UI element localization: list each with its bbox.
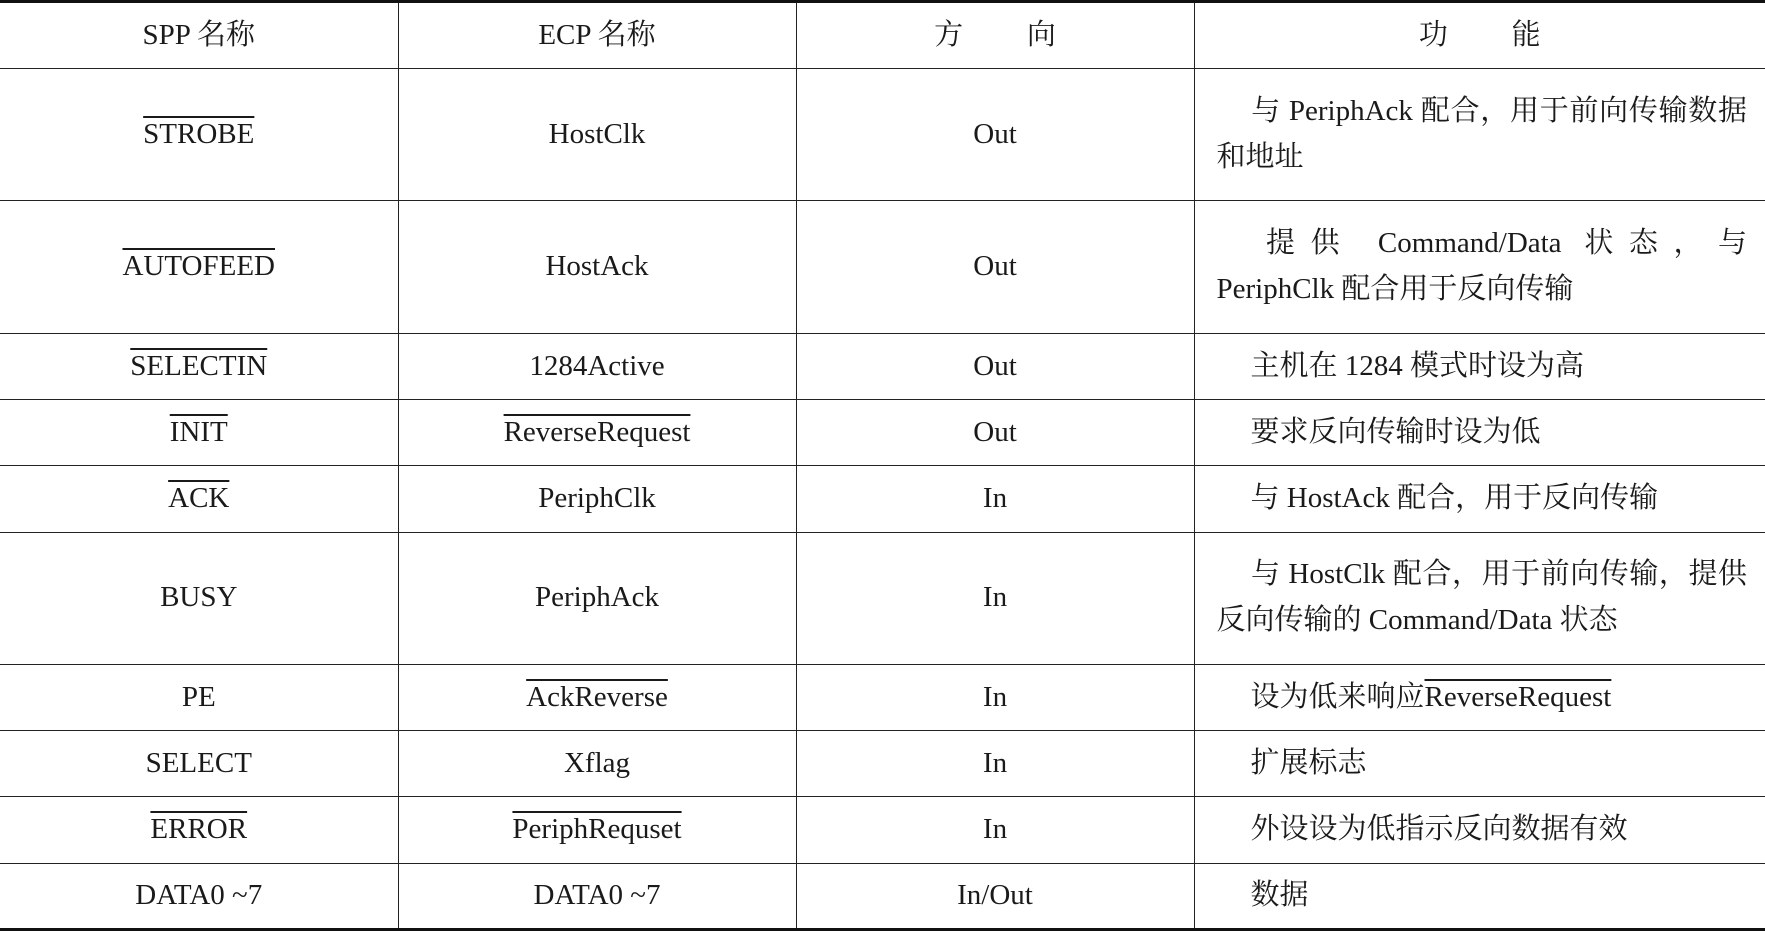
function-text: 提供 Command/Data 状态，与 PeriphClk 配合用于反向传输 — [1216, 227, 1747, 306]
ecp-name-cell-text: ReverseRequest — [503, 415, 691, 448]
table-row — [0, 400, 1765, 466]
ecp-name-cell-text: Xflag — [563, 746, 631, 779]
table-row — [0, 797, 1765, 863]
direction-cell — [796, 863, 1194, 929]
spp-name-cell-text: ERROR — [150, 813, 248, 846]
table-row — [0, 69, 1765, 201]
spp-name-cell — [0, 400, 398, 466]
direction-cell — [796, 532, 1194, 664]
direction-cell — [796, 731, 1194, 797]
direction-cell — [796, 400, 1194, 466]
spp-name-cell-text: AUTOFEED — [122, 250, 276, 283]
function-cell — [1194, 466, 1765, 532]
table-row — [0, 863, 1765, 929]
function-text: 要求反向传输时设为低 — [1250, 415, 1541, 448]
function-text: 与 HostClk 配合，用于前向传输，提供反向传输的 Command/Data 状态 — [1216, 558, 1747, 637]
spp-name-cell — [0, 665, 398, 731]
function-signal-text: ReverseRequest — [1424, 680, 1612, 713]
direction-cell-text: In — [982, 581, 1008, 614]
function-text: 与 HostAck 配合，用于反向传输 — [1250, 482, 1659, 515]
ecp-name-cell-text: HostClk — [548, 117, 646, 150]
ecp-name-cell — [398, 863, 796, 929]
ecp-name-cell — [398, 665, 796, 731]
header-row — [0, 2, 1765, 69]
function-cell — [1194, 731, 1765, 797]
ecp-name-cell-text: PeriphAck — [534, 581, 660, 614]
ecp-name-cell — [398, 201, 796, 333]
table-row — [0, 731, 1765, 797]
ecp-name-cell — [398, 69, 796, 201]
header-spp-name: SPP 名称 — [0, 2, 398, 69]
spp-name-cell-text: $\overline{ACK}$ — [168, 482, 230, 515]
direction-cell — [796, 665, 1194, 731]
ecp-name-cell — [398, 400, 796, 466]
header-direction: 方向 — [796, 2, 1194, 69]
spp-name-cell — [0, 333, 398, 399]
direction-cell — [796, 797, 1194, 863]
spp-name-cell — [0, 532, 398, 664]
direction-cell-text: Out — [973, 349, 1017, 382]
function-cell — [1194, 665, 1765, 731]
spp-name-cell — [0, 797, 398, 863]
function-cell — [1194, 333, 1765, 399]
spp-name-cell — [0, 466, 398, 532]
header-function: 功能 — [1194, 2, 1765, 69]
header-ecp-name: ECP 名称 — [398, 2, 796, 69]
direction-cell-text: In — [982, 482, 1008, 515]
spp-name-cell-text: SELECT — [145, 746, 252, 779]
spp-name-cell-text: PE — [181, 680, 216, 713]
function-cell — [1194, 863, 1765, 929]
table-row — [0, 665, 1765, 731]
function-text: 扩展标志 — [1250, 746, 1367, 779]
direction-cell-text: In/Out — [957, 878, 1033, 911]
direction-cell-text: Out — [973, 250, 1017, 283]
function-text: 数据 — [1250, 878, 1309, 911]
ecp-name-cell — [398, 532, 796, 664]
function-cell — [1194, 69, 1765, 201]
spp-name-cell — [0, 863, 398, 929]
function-cell — [1194, 532, 1765, 664]
function-cell — [1194, 201, 1765, 333]
spp-name-cell — [0, 201, 398, 333]
direction-cell-text: Out — [973, 117, 1017, 150]
ecp-name-cell — [398, 333, 796, 399]
function-text: 设为低来响应 — [1250, 680, 1425, 713]
ecp-name-cell-text: 1284Active — [529, 349, 665, 382]
spp-name-cell-text: STROBE — [143, 117, 255, 150]
spp-name-cell — [0, 731, 398, 797]
ecp-name-cell — [398, 731, 796, 797]
spp-name-cell-text: DATA0 ~7 — [135, 878, 263, 911]
table-row — [0, 201, 1765, 333]
function-text: 主机在 1284 模式时设为高 — [1250, 349, 1585, 382]
ecp-name-cell-text: PeriphRequset — [512, 813, 682, 846]
direction-cell-text: In — [982, 746, 1008, 779]
direction-cell-text: Out — [973, 415, 1017, 448]
direction-cell — [796, 333, 1194, 399]
direction-cell-text: In — [982, 680, 1008, 713]
function-text: 与 PeriphAck 配合，用于前向传输数据和地址 — [1216, 94, 1747, 173]
direction-cell-text: In — [982, 813, 1008, 846]
table-row — [0, 466, 1765, 532]
table-row — [0, 532, 1765, 664]
ecp-name-cell-text: HostAck — [545, 250, 649, 283]
spp-name-cell-text: SELECTIN — [130, 349, 268, 382]
spp-name-cell — [0, 69, 398, 201]
function-cell — [1194, 797, 1765, 863]
direction-cell — [796, 69, 1194, 201]
ecp-name-cell — [398, 797, 796, 863]
function-cell — [1194, 400, 1765, 466]
ecp-name-cell-text: PeriphClk — [538, 482, 656, 515]
spp-name-cell-text: BUSY — [160, 581, 238, 614]
ecp-name-cell-text: AckReverse — [526, 680, 668, 713]
ecp-name-cell — [398, 466, 796, 532]
table-row — [0, 333, 1765, 399]
function-text: 外设设为低指示反向数据有效 — [1250, 813, 1628, 846]
spp-name-cell-text: INIT — [169, 415, 228, 448]
ecp-name-cell-text: DATA0 ~7 — [533, 878, 661, 911]
direction-cell — [796, 466, 1194, 532]
direction-cell — [796, 201, 1194, 333]
